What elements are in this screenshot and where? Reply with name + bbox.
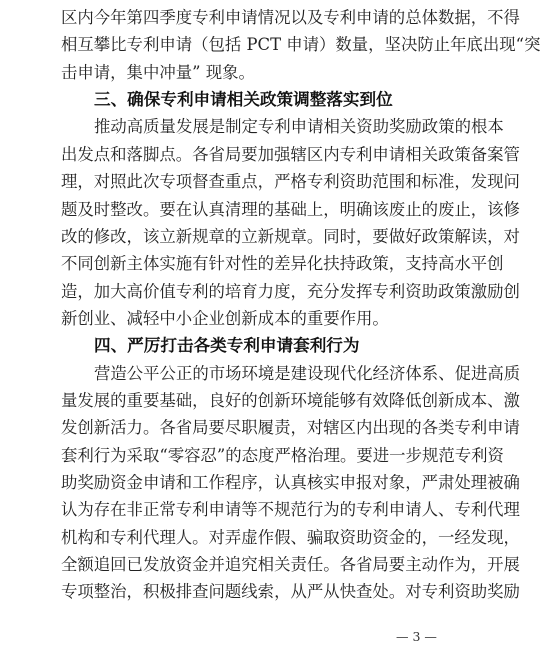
body-text-line: 区内今年第四季度专利申请情况以及专利申请的总体数据，不得 <box>61 8 520 27</box>
body-text-line: 推动高质量发展是制定专利申请相关资助奖励政策的根本 <box>94 117 504 137</box>
body-text-line: 出发点和落脚点。各省局要加强辖区内专利申请相关政策备案管 <box>61 144 520 164</box>
body-text-line: 相互攀比专利申请（包括 PCT 申请）数量，坚决防止年底出现“突 <box>61 35 540 55</box>
body-text-line: 助奖励资金申请和工作程序，认真核实申报对象，严肃处理被确 <box>61 473 520 492</box>
body-text-line: 量发展的重要基础，良好的创新环境能够有效降低创新成本、激 <box>61 390 520 410</box>
body-text-line: 造，加大高价值专利的培育力度，充分发挥专利资助政策激励创 <box>61 281 520 301</box>
body-text-line: 理，对照此次专项督查重点，严格专利资助范围和标准，发现问 <box>61 172 520 192</box>
body-text-line: 营造公平公正的市场环境是建设现代化经济体系、促进高质 <box>94 363 521 383</box>
body-text-line: 不同创新主体实施有针对性的差异化扶持政策，支持高水平创 <box>61 254 504 274</box>
body-text-line: 专项整治，积极排查问题线索，从严从快查处。对专利资助奖励 <box>61 582 520 602</box>
page-number: — 3 — <box>396 629 437 644</box>
section-heading-3: 三、确保专利申请相关政策调整落实到位 <box>94 90 393 110</box>
body-text-line: 改的修改，该立新规章的立新规章。同时，要做好政策解读，对 <box>61 226 520 246</box>
body-text-line: 全额追回已发放资金并追究相关责任。各省局要主动作为，开展 <box>61 555 520 574</box>
body-text-line: 发创新活力。各省局要尽职履责，对辖区内出现的各类专利申请 <box>61 418 520 438</box>
section-heading-4: 四、严厉打击各类专利申请套利行为 <box>94 336 360 356</box>
body-text-line: 新创业、减轻中小企业创新成本的重要作用。 <box>61 308 389 328</box>
body-text-line: 套利行为采取“零容忍”的态度严格治理。要进一步规范专利资 <box>61 445 504 465</box>
body-text-line: 击申请，集中冲量” 现象。 <box>61 62 255 82</box>
body-text-line: 认为存在非正常专利申请等不规范行为的专利申请人、专利代理 <box>61 500 520 520</box>
body-text-line: 题及时整改。要在认真清理的基础上，明确该废止的废止，该修 <box>61 199 520 219</box>
body-text-line: 机构和专利代理人。对弄虚作假、骗取资助资金的，一经发现， <box>61 527 520 547</box>
